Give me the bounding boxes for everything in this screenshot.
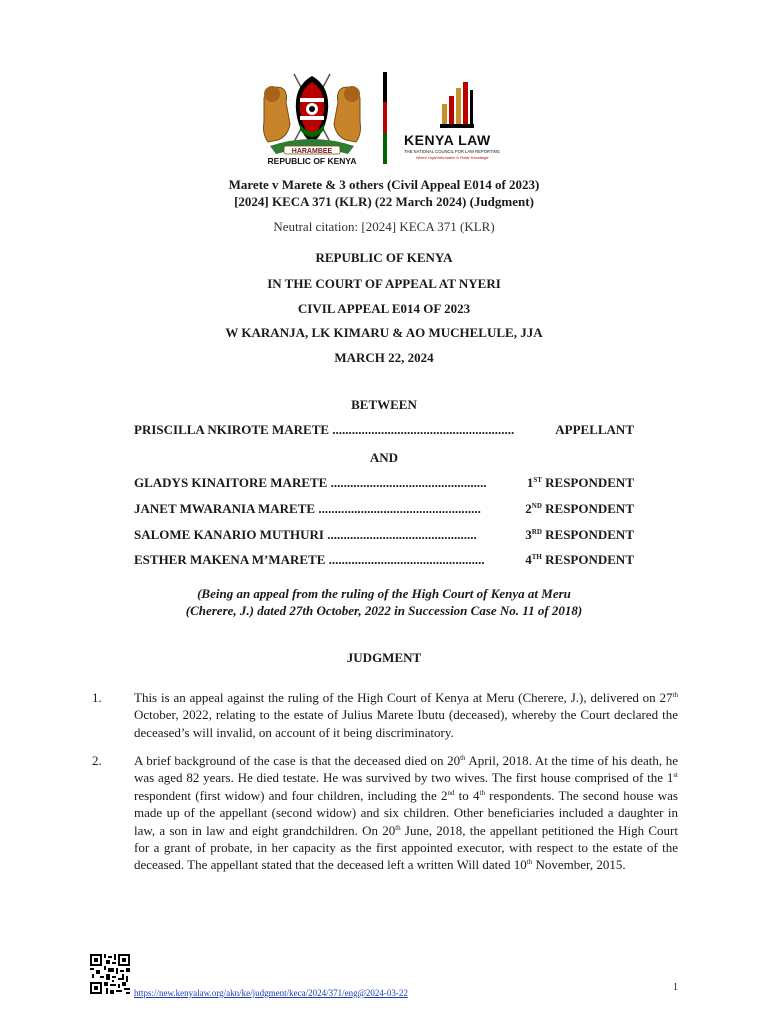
logo-divider: [383, 72, 387, 164]
footer-url[interactable]: https://new.kenyalaw.org/akn/ke/judgment/keca/2024/371/eng@2024-03-22: [134, 988, 408, 998]
judges: W KARANJA, LK KIMARU & AO MUCHELULE, JJA: [225, 325, 543, 340]
respondent-role: 1ST RESPONDENT: [526, 475, 634, 490]
appellant-role: APPELLANT: [555, 422, 634, 437]
qr-code: [90, 954, 130, 994]
neutral-citation: Neutral citation: [2024] KECA 371 (KLR): [273, 219, 495, 234]
respondent-row: [134, 527, 634, 543]
between-heading: BETWEEN: [351, 397, 417, 412]
court-name: IN THE COURT OF APPEAL AT NYERI: [267, 276, 501, 291]
paragraph-number: 2.: [92, 753, 102, 768]
respondent-name: GLADYS KINAITORE MARETE: [134, 475, 328, 490]
coat-of-arms-logo: [256, 68, 368, 168]
kenya-law-pillars-icon: [404, 80, 516, 140]
page-number: 1: [673, 982, 678, 993]
leader-dots: ..............................................: [327, 527, 477, 542]
kenya-law-tagline: Where Legal Information is Public Knowledge: [416, 156, 489, 160]
leader-dots: ................................................: [328, 552, 485, 567]
leader-dots: ................................................: [330, 475, 487, 490]
appeal-note-line2: (Cherere, J.) dated 27th October, 2022 in Succession Case No. 11 of 2018): [185, 603, 583, 618]
kenya-law-title: KENYA LAW: [404, 132, 491, 148]
paragraph-number: 1.: [92, 690, 102, 705]
judgment-date: MARCH 22, 2024: [334, 350, 434, 365]
republic-heading: REPUBLIC OF KENYA: [315, 250, 453, 265]
respondent-row: [134, 475, 634, 491]
coat-of-arms-image: [256, 68, 368, 168]
kenya-law-subtitle: THE NATIONAL COUNCIL FOR LAW REPORTING: [404, 149, 500, 154]
case-title-line2: [2024] KECA 371 (KLR) (22 March 2024) (Judgment): [234, 194, 534, 209]
appeal-note-line1: (Being an appeal from the ruling of the High Court of Kenya at Meru: [197, 586, 571, 601]
respondent-row: [134, 501, 634, 517]
respondent-name: SALOME KANARIO MUTHURI: [134, 527, 324, 542]
paragraph-1: This is an appeal against the ruling of the High Court of Kenya at Meru (Cherere, J.), delivered on 27th October, 2022, relating to the estate of Julius Marete Ibutu (deceased), whereby the Court declared the deceased’s will invalid, on account of it being discriminatory.: [134, 690, 678, 740]
kenya-law-logo: [404, 80, 516, 168]
case-number: CIVIL APPEAL E014 OF 2023: [297, 301, 471, 316]
case-title-line1: Marete v Marete & 3 others (Civil Appeal E014 of 2023): [228, 177, 540, 192]
leader-dots: ........................................................: [332, 422, 515, 437]
paragraph-2: A brief background of the case is that the deceased died on 20th April, 2018. At the time of his death, he was aged 82 years. He died testate. He was survived by two wives. The first house comprised of the 1st respondent (first widow) and four children, including the 2nd to 4th respondents. The second house was made up of the appellant (second widow) and six children. Other beneficiaries included a daughter in law, a son in law and eight grandchildren. On 20th June, 2018, the appellant petitioned the High Court for a grant of probate, in her capacity as the first appointed executor, with respect to the estate of the deceased. The appellant stated that the deceased left a written Will dated 10th November, 2015.: [134, 753, 679, 873]
respondent-row: [134, 552, 634, 568]
respondent-role: 2ND RESPONDENT: [525, 501, 634, 516]
footer-url-link[interactable]: [134, 983, 408, 1001]
respondent-role: 4TH RESPONDENT: [525, 552, 634, 567]
appellant-row: [134, 422, 634, 438]
respondent-role: 3RD RESPONDENT: [525, 527, 634, 542]
respondent-name: ESTHER MAKENA M’MARETE: [134, 552, 326, 567]
and-heading: AND: [369, 450, 399, 465]
judgment-heading: JUDGMENT: [346, 650, 422, 665]
appellant-name: PRISCILLA NKIROTE MARETE: [134, 422, 330, 437]
leader-dots: ..................................................: [318, 501, 481, 516]
respondent-name: JANET MWARANIA MARETE: [134, 501, 316, 516]
qr-code-icon: [90, 954, 130, 994]
motto-text: HARAMBEE: [291, 148, 333, 155]
republic-of-kenya-caption: REPUBLIC OF KENYA: [267, 156, 357, 166]
